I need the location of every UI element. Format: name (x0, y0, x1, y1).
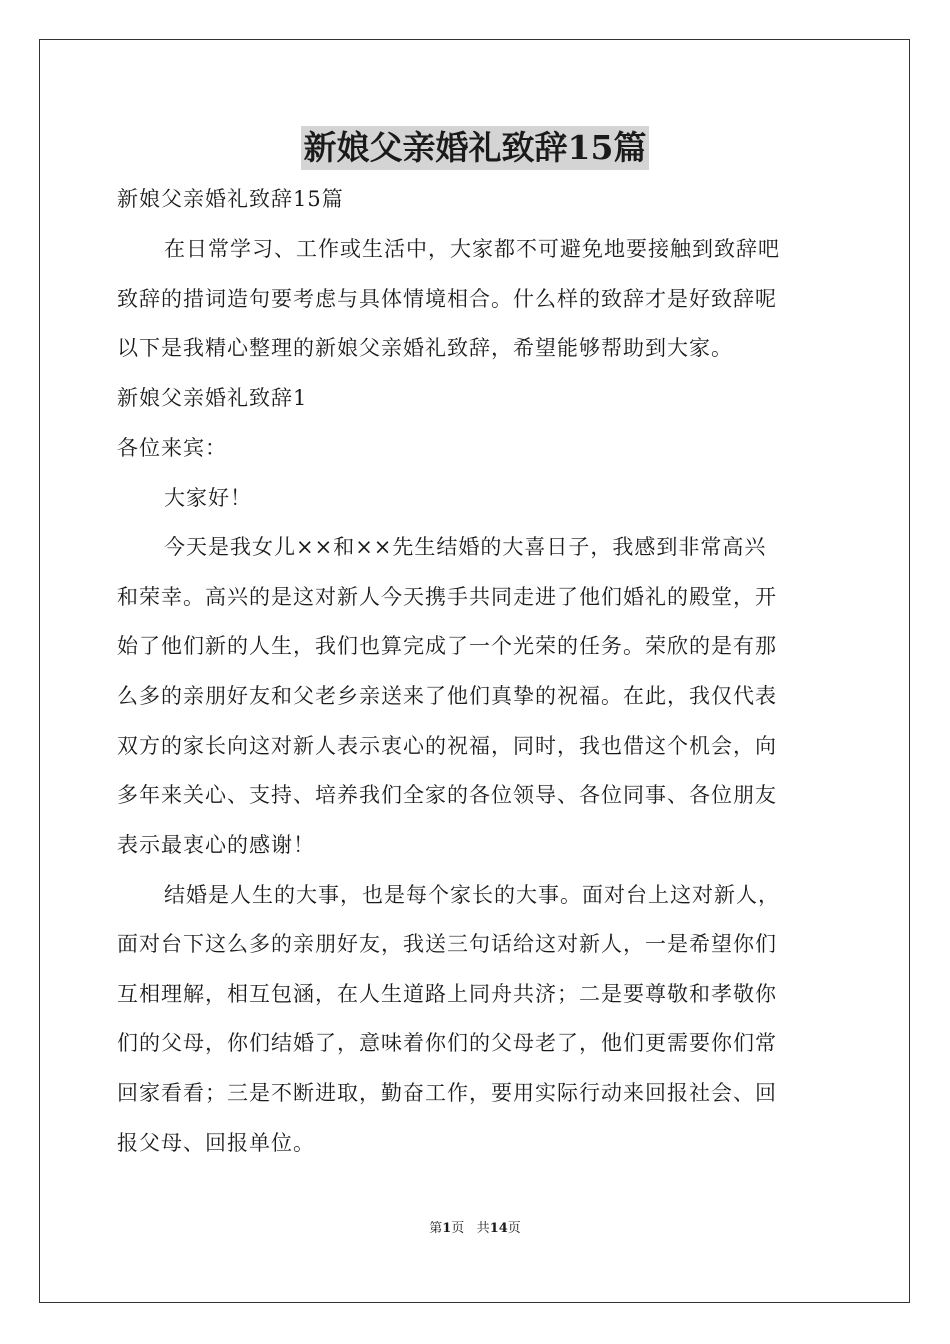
page-number-prefix: 第 (429, 1221, 443, 1236)
page-total: 14 (489, 1221, 508, 1236)
section-heading: 新娘父亲婚礼致辞1 (117, 386, 308, 410)
paragraph1-line: 么多的亲朋好友和父老乡亲送来了他们真挚的祝福。在此，我仅代表 (117, 684, 777, 708)
intro-line: 以下是我精心整理的新娘父亲婚礼致辞，希望能够帮助到大家。 (117, 336, 733, 360)
paragraph1-line: 表示最衷心的感谢！ (117, 833, 315, 857)
page-total-prefix: 共 (476, 1221, 490, 1236)
document-subtitle: 新娘父亲婚礼致辞15篇 (117, 187, 344, 211)
page-total-suffix: 页 (507, 1221, 521, 1236)
document-title: 新娘父亲婚礼致辞15篇 (301, 126, 650, 170)
paragraph2-line: 结婚是人生的大事，也是每个家长的大事。面对台上这对新人， (164, 883, 780, 907)
paragraph1-line: 多年来关心、支持、培养我们全家的各位领导、各位同事、各位朋友 (117, 783, 777, 807)
document-title-container (0, 126, 950, 176)
intro-line: 在日常学习、工作或生活中，大家都不可避免地要接触到致辞吧 (164, 237, 780, 261)
paragraph1-line: 今天是我女儿××和××先生结婚的大喜日子，我感到非常高兴 (164, 535, 767, 559)
page-border (39, 39, 910, 1303)
paragraph2-line: 面对台下这么多的亲朋好友，我送三句话给这对新人，一是希望你们 (117, 932, 777, 956)
paragraph2-line: 回家看看；三是不断进取，勤奋工作，要用实际行动来回报社会、回 (117, 1081, 777, 1105)
paragraph2-line: 们的父母，你们结婚了，意味着你们的父母老了，他们更需要你们常 (117, 1031, 777, 1055)
paragraph2-line: 互相理解，相互包涵，在人生道路上同舟共济；二是要尊敬和孝敬你 (117, 982, 777, 1006)
paragraph1-line: 始了他们新的人生，我们也算完成了一个光荣的任务。荣欣的是有那 (117, 634, 777, 658)
greeting: 大家好！ (164, 486, 252, 510)
page-footer (0, 1220, 950, 1238)
salutation: 各位来宾： (117, 436, 227, 460)
page-number-suffix: 页 (451, 1221, 465, 1236)
paragraph1-line: 双方的家长向这对新人表示衷心的祝福，同时，我也借这个机会，向 (117, 734, 777, 758)
page-number-current: 1 (442, 1221, 452, 1236)
paragraph2-line: 报父母、回报单位。 (117, 1131, 315, 1155)
intro-line: 致辞的措词造句要考虑与具体情境相合。什么样的致辞才是好致辞呢 (117, 287, 777, 311)
paragraph1-line: 和荣幸。高兴的是这对新人今天携手共同走进了他们婚礼的殿堂，开 (117, 585, 777, 609)
